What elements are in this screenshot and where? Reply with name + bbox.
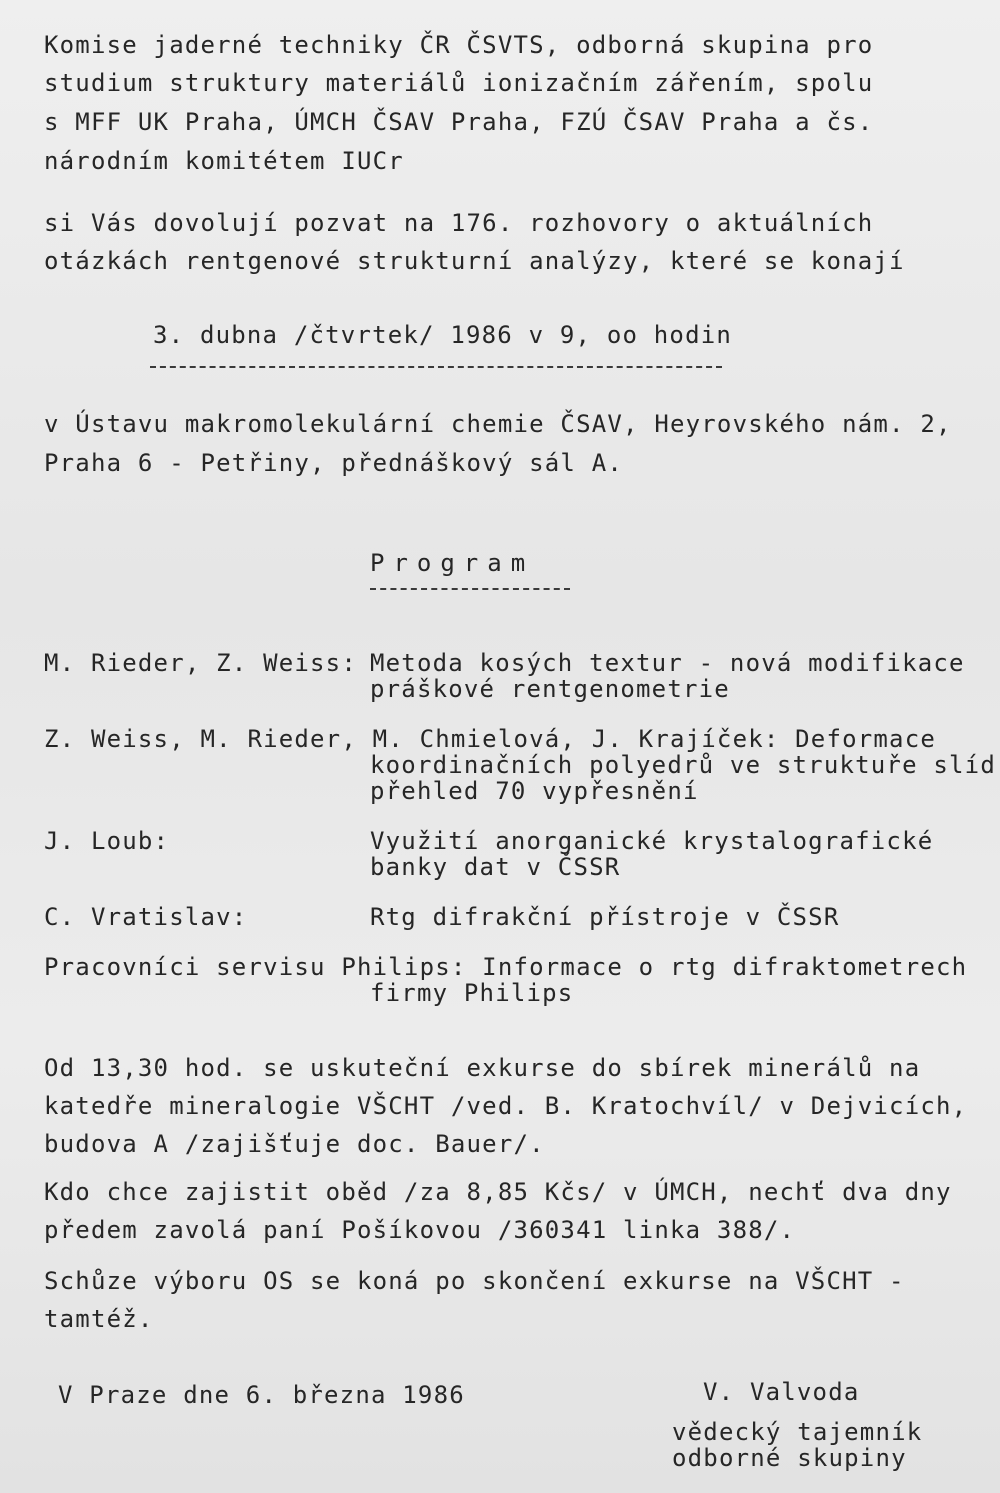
signatory-role-line: vědecký tajemník (672, 1418, 923, 1446)
venue-line: v Ústavu makromolekulární chemie ČSAV, Heyrovského nám. 2, (44, 410, 952, 438)
program-heading-underline (370, 588, 570, 590)
date-underline (150, 366, 722, 368)
excursion-line: katedře mineralogie VŠCHT /ved. B. Kratochvíl/ v Dejvicích, (44, 1092, 968, 1120)
intro-line: s MFF UK Praha, ÚMCH ČSAV Praha, FZÚ ČSAV Praha a čs. (44, 108, 874, 136)
event-date: 3. dubna /čtvrtek/ 1986 v 9, oo hodin (153, 321, 733, 349)
program-title-line: firmy Philips (370, 979, 574, 1007)
program-speakers: Z. Weiss, M. Rieder, M. Chmielová, J. Krajíček: Deformace (44, 725, 937, 753)
program-speakers: C. Vratislav: (44, 903, 248, 931)
program-speakers: M. Rieder, Z. Weiss: (44, 649, 357, 677)
invitation-line: si Vás dovolují pozvat na 176. rozhovory o aktuálních (44, 209, 874, 237)
intro-line: Komise jaderné techniky ČR ČSVTS, odborná skupina pro (44, 31, 874, 59)
program-title-line: Rtg difrakční přístroje v ČSSR (370, 903, 840, 931)
program-title-line: banky dat v ČSSR (370, 853, 621, 881)
meeting-line: tamtéž. (44, 1305, 154, 1333)
program-title-line: přehled 70 vypřesnění (370, 777, 699, 805)
program-heading: Program (370, 549, 535, 577)
program-speakers: J. Loub: (44, 827, 170, 855)
program-title-line: Metoda kosých textur - nová modifikace (370, 649, 965, 677)
program-title-line: Využití anorganické krystalografické (370, 827, 934, 855)
venue-line: Praha 6 - Petřiny, přednáškový sál A. (44, 449, 624, 477)
excursion-line: budova A /zajišťuje doc. Bauer/. (44, 1130, 545, 1158)
lunch-line: předem zavolá paní Pošíkovou /360341 linka 388/. (44, 1216, 796, 1244)
place-date: V Praze dne 6. března 1986 (58, 1381, 465, 1409)
program-speakers: Pracovníci servisu Philips: Informace o rtg difraktometrech (44, 953, 968, 981)
signatory-role-line: odborné skupiny (672, 1444, 907, 1472)
lunch-line: Kdo chce zajistit oběd /za 8,85 Kčs/ v ÚMCH, nechť dva dny (44, 1178, 952, 1206)
intro-line: národním komitétem IUCr (44, 147, 404, 175)
signatory-name: V. Valvoda (703, 1378, 860, 1406)
program-title-line: koordinačních polyedrů ve struktuře slíd (370, 751, 996, 779)
meeting-line: Schůze výboru OS se koná po skončení exkurse na VŠCHT - (44, 1267, 905, 1295)
excursion-line: Od 13,30 hod. se uskuteční exkurse do sbírek minerálů na (44, 1054, 921, 1082)
program-title-line: práškové rentgenometrie (370, 675, 730, 703)
intro-line: studium struktury materiálů ionizačním zářením, spolu (44, 69, 874, 97)
invitation-line: otázkách rentgenové strukturní analýzy, které se konají (44, 247, 905, 275)
